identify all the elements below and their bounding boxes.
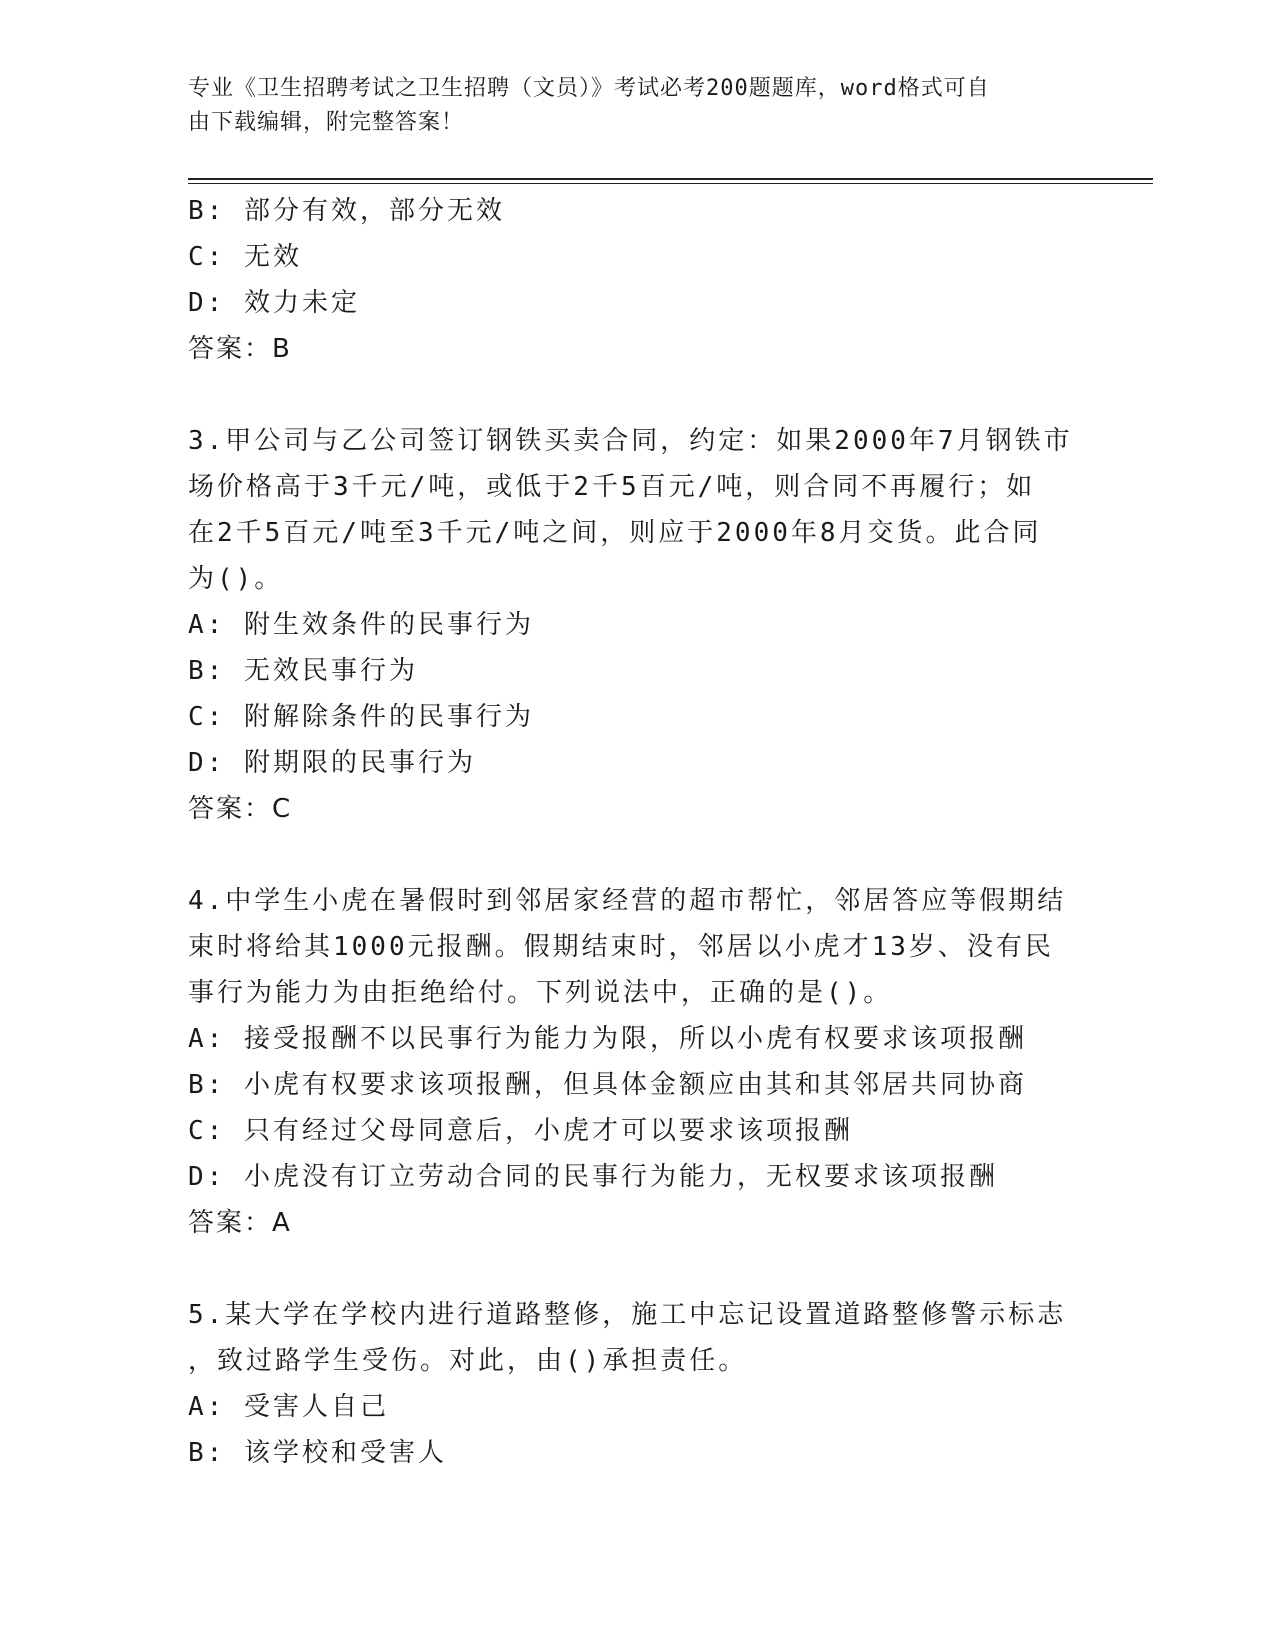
option-c: C: 附解除条件的民事行为 (188, 702, 534, 732)
option-b: B: 部分有效，部分无效 (188, 196, 505, 226)
option-b: B: 该学校和受害人 (188, 1438, 447, 1468)
option-b: B: 小虎有权要求该项报酬，但具体金额应由其和其邻居共同协商 (188, 1070, 1027, 1100)
answer: 答案：C (188, 794, 293, 824)
question-3 (188, 418, 1088, 832)
question-stem-line: ，致过路学生受伤。对此，由()承担责任。 (188, 1346, 748, 1376)
header-line-1: 专业《卫生招聘考试之卫生招聘（文员）》考试必考200题题库，word格式可自 (188, 76, 990, 101)
question-stem-line: 场价格高于3千元/吨，或低于2千5百元/吨，则合同不再履行；如 (188, 472, 1036, 502)
question-stem-line: 5.某大学在学校内进行道路整修，施工中忘记设置道路整修警示标志 (188, 1300, 1067, 1330)
option-a: A: 附生效条件的民事行为 (188, 610, 534, 640)
option-d: D: 小虎没有订立劳动合同的民事行为能力，无权要求该项报酬 (188, 1162, 998, 1192)
question-4 (188, 878, 1088, 1246)
question-stem-line: 在2千5百元/吨至3千元/吨之间，则应于2000年8月交货。此合同 (188, 518, 1042, 548)
document-header (188, 72, 1068, 140)
answer: 答案：B (188, 334, 292, 364)
option-d: D: 附期限的民事行为 (188, 748, 476, 778)
option-a: A: 接受报酬不以民事行为能力为限，所以小虎有权要求该项报酬 (188, 1024, 1027, 1054)
question-2 (188, 188, 1088, 372)
header-divider-bottom (188, 183, 1153, 184)
option-c: C: 无效 (188, 242, 302, 272)
question-stem-line: 3.甲公司与乙公司签订钢铁买卖合同，约定：如果2000年7月钢铁市 (188, 426, 1073, 456)
question-5 (188, 1292, 1088, 1476)
question-stem-line: 事行为能力为由拒绝给付。下列说法中，正确的是()。 (188, 978, 893, 1008)
header-divider-top (188, 178, 1153, 180)
answer: 答案：A (188, 1208, 292, 1238)
question-stem-line: 4.中学生小虎在暑假时到邻居家经营的超市帮忙，邻居答应等假期结 (188, 886, 1067, 916)
question-list (188, 188, 1088, 1476)
option-d: D: 效力未定 (188, 288, 360, 318)
spacer (188, 372, 1088, 418)
header-line-2: 由下载编辑，附完整答案！ (188, 110, 465, 135)
question-stem-line: 为()。 (188, 564, 284, 594)
option-c: C: 只有经过父母同意后，小虎才可以要求该项报酬 (188, 1116, 853, 1146)
question-stem-line: 束时将给其1000元报酬。假期结束时，邻居以小虎才13岁、没有民 (188, 932, 1054, 962)
spacer (188, 1246, 1088, 1292)
spacer (188, 832, 1088, 878)
option-b: B: 无效民事行为 (188, 656, 418, 686)
option-a: A: 受害人自己 (188, 1392, 389, 1422)
